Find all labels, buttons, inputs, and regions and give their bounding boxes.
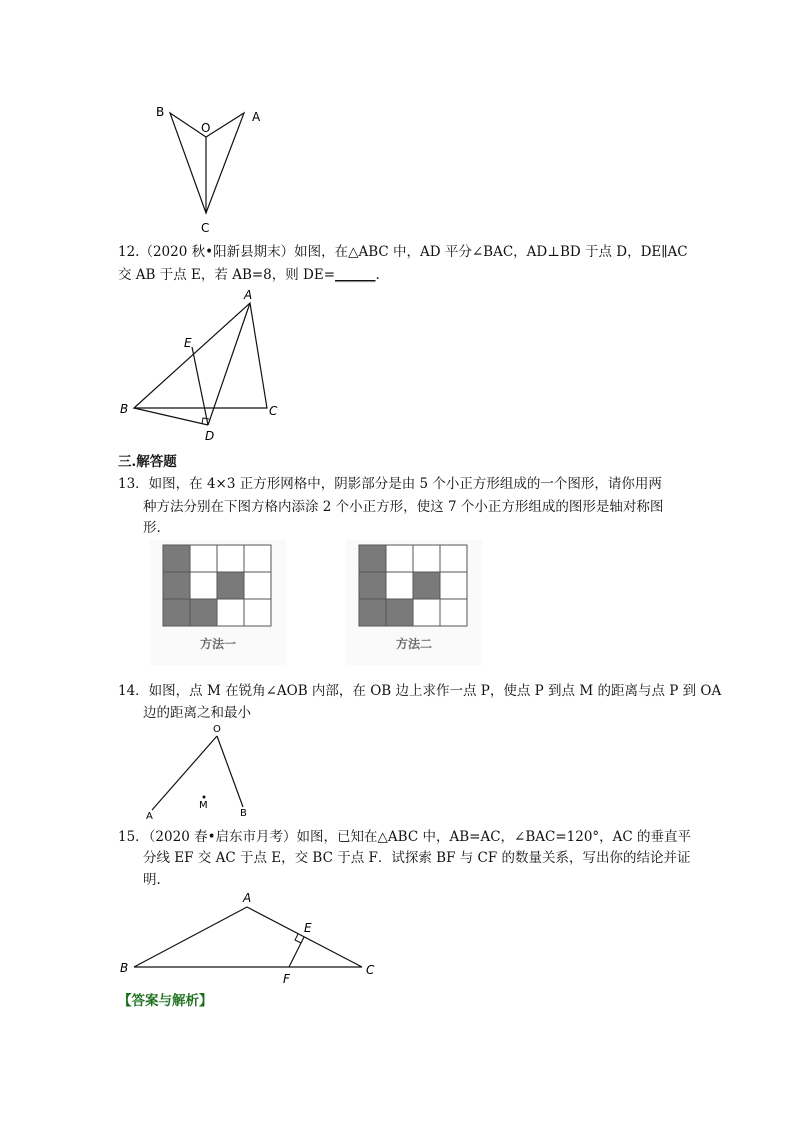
q13-line3: 形. — [143, 520, 161, 536]
grid-cell — [163, 572, 190, 599]
label-e: E — [184, 336, 192, 350]
grid-cell — [244, 572, 271, 599]
figure-12-triangle — [112, 285, 297, 450]
grid-cell — [440, 545, 467, 572]
grid-cell — [413, 599, 440, 626]
answer-heading: 【答案与解析】 — [118, 993, 213, 1009]
grid-cell — [190, 572, 217, 599]
grid-cell — [163, 545, 190, 572]
q12-blank: ______ — [335, 267, 376, 283]
grid-method-2 — [346, 540, 482, 665]
grid-caption: 方法一 — [199, 637, 237, 651]
grid-cell — [217, 545, 244, 572]
label-a: A — [244, 288, 253, 302]
grid-cell — [359, 599, 386, 626]
q12-line1: 12.（2020 秋•阳新县期末）如图，在△ABC 中，AD 平分∠BAC，AD⊥BD 于点 D，DE∥AC — [118, 244, 688, 260]
label-b: B — [120, 402, 129, 416]
grid-caption: 方法二 — [395, 637, 433, 651]
label-b: B — [120, 961, 129, 975]
q13-line1: 13．如图，在 4×3 正方形网格中，阴影部分是由 5 个小正方形组成的一个图形，请你用两 — [118, 476, 662, 492]
grid-cell — [440, 572, 467, 599]
label-o: O — [213, 724, 221, 735]
grid-cell — [386, 545, 413, 572]
grid-cell — [386, 599, 413, 626]
grid-method-1 — [150, 540, 286, 665]
grid-cell — [244, 545, 271, 572]
q15-line1: 15．（2020 春•启东市月考）如图，已知在△ABC 中，AB=AC，∠BAC=120°，AC 的垂直平 — [118, 829, 692, 845]
label-b: B — [240, 808, 247, 819]
label-e: E — [304, 921, 312, 935]
grid-cell — [190, 599, 217, 626]
figure-11-arrowhead — [140, 95, 280, 240]
label-b: B — [156, 105, 165, 119]
grid-cell — [217, 599, 244, 626]
q14-line1: 14．如图，点 M 在锐角∠AOB 内部，在 OB 边上求作一点 P，使点 P 到点 M 的距离与点 P 到 OA — [118, 683, 722, 699]
grid-cell — [163, 599, 190, 626]
section-title: 三.解答题 — [118, 454, 177, 470]
grid-cell — [217, 572, 244, 599]
label-o: O — [201, 121, 211, 135]
grid-cell — [413, 545, 440, 572]
label-a: A — [243, 891, 252, 905]
label-a: A — [252, 110, 261, 124]
grid-cell — [359, 545, 386, 572]
q15-line3: 明. — [143, 872, 161, 888]
q14-line2: 边的距离之和最小 — [143, 705, 251, 721]
grid-cell — [190, 545, 217, 572]
grid-cell — [440, 599, 467, 626]
label-f: F — [283, 972, 290, 986]
label-c: C — [366, 963, 375, 977]
grid-cell — [413, 572, 440, 599]
grid-cell — [386, 572, 413, 599]
label-a: A — [146, 811, 153, 822]
label-d: D — [205, 429, 215, 443]
figure-15-triangle — [112, 888, 392, 990]
grid-cell — [359, 572, 386, 599]
q12-line2: 交 AB 于点 E，若 AB=8，则 DE=______. — [118, 267, 380, 283]
label-m: M — [199, 800, 208, 811]
label-c: C — [269, 404, 278, 418]
label-c: C — [201, 221, 210, 235]
grid-cell — [244, 599, 271, 626]
q13-line2: 种方法分别在下图方格内添涂 2 个小正方形，使这 7 个小正方形组成的图形是轴对称图 — [143, 499, 664, 515]
figure-14-angle — [140, 722, 270, 824]
q15-line2: 分线 EF 交 AC 于点 E，交 BC 于点 F．试探索 BF 与 CF 的数量关系，写出你的结论并证 — [143, 850, 691, 866]
